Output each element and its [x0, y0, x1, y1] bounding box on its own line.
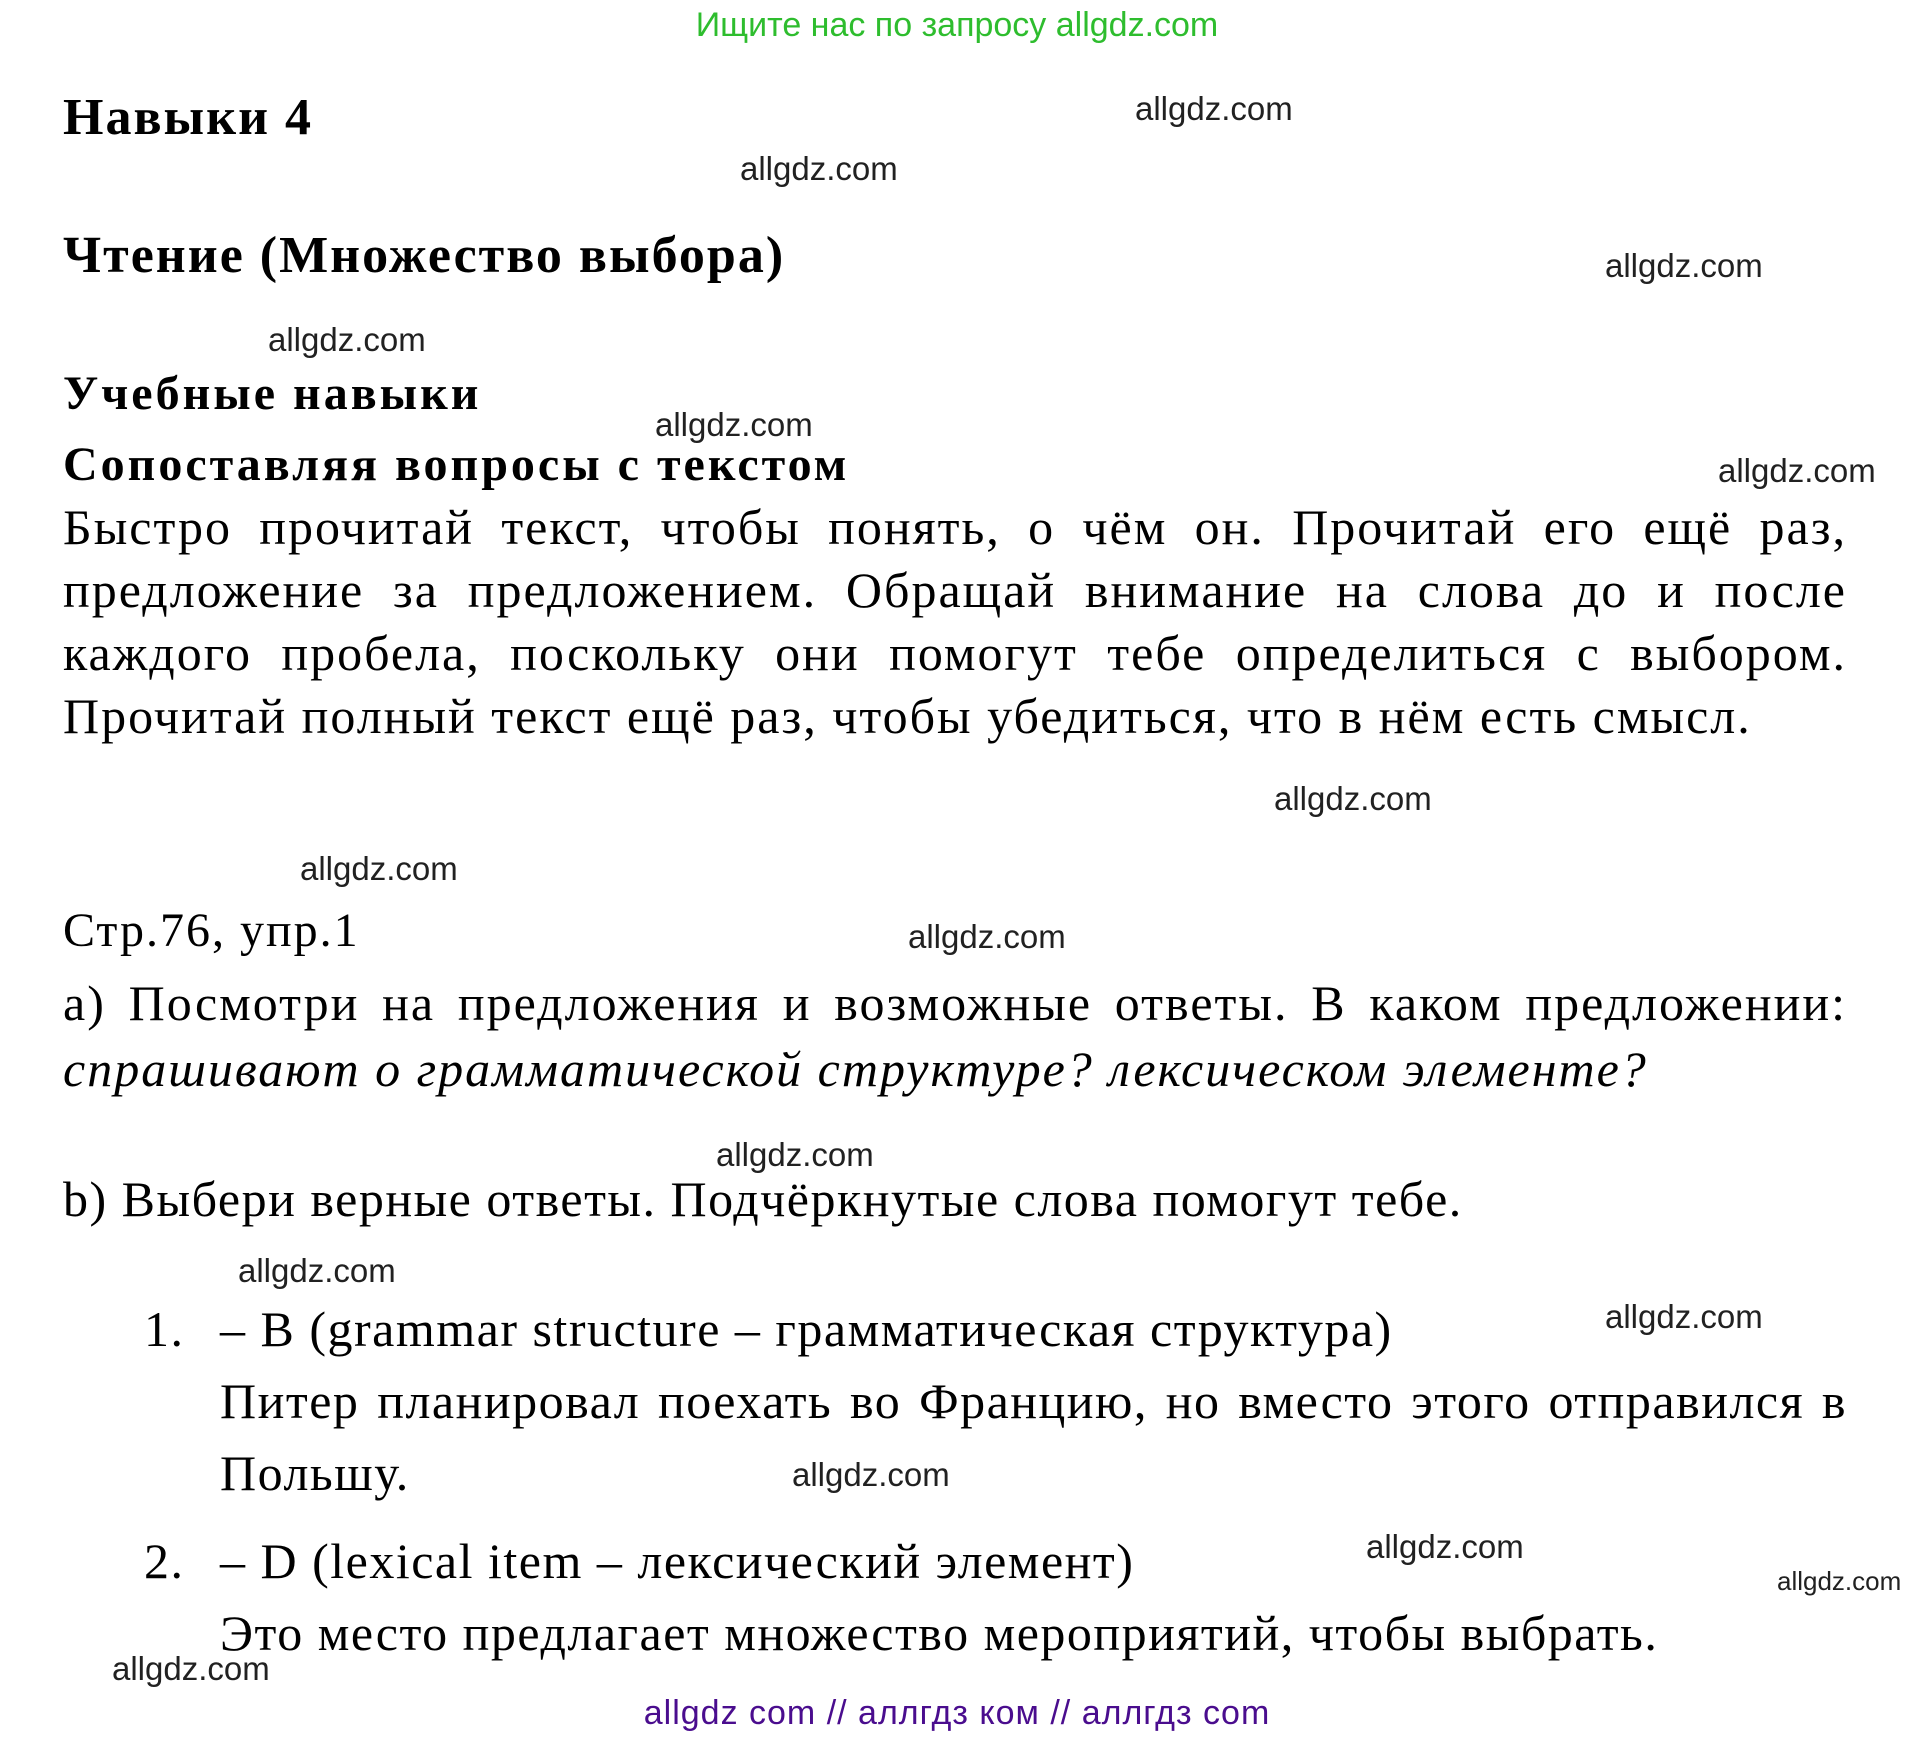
answer-label: – B (grammar structure – грамматическая структура)	[220, 1301, 1393, 1357]
task-a-prefix: a) Посмотри на предложения и возможные ответы. В каком предложении:	[63, 975, 1847, 1031]
task-a-text	[63, 970, 1847, 1102]
watermark: allgdz.com	[1605, 1298, 1763, 1335]
study-skills-subheading: Сопоставляя вопросы с текстом	[63, 438, 850, 491]
answer-number: 2.	[144, 1533, 185, 1589]
watermark: allgdz.com	[908, 918, 1066, 955]
study-skills-heading: Учебные навыки	[63, 367, 482, 420]
answer-label: – D (lexical item – лексический элемент)	[220, 1533, 1135, 1589]
answer-sentence: Питер планировал поехать во Францию, но вместо этого отправился в Польшу.	[220, 1373, 1847, 1501]
intro-paragraph: Быстро прочитай текст, чтобы понять, о чём он. Прочитай его ещё раз, предложение за предложением. Обращай внимание на слова до и после каждого пробела, поскольку они помогут тебе определиться с выбором. Прочитай полный текст ещё раз, чтобы убедиться, что в нём есть смысл.	[63, 499, 1847, 744]
promo-banner: Ищите нас по запросу allgdz.com	[695, 6, 1219, 44]
footer-banner: allgdz com // аллгдз ком // аллгдз com	[643, 1694, 1271, 1732]
watermark: allgdz.com	[238, 1252, 396, 1289]
watermark: allgdz.com	[112, 1650, 270, 1687]
watermark: allgdz.com	[300, 850, 458, 887]
watermark: allgdz.com	[716, 1136, 874, 1173]
exercise-reference: Стр.76, упр.1	[63, 904, 360, 957]
answer-item-1	[144, 1293, 1847, 1509]
watermark: allgdz.com	[1777, 1566, 1902, 1596]
watermark: allgdz.com	[1718, 452, 1876, 489]
task-b-text: b) Выбери верные ответы. Подчёркнутые слова помогут тебе.	[63, 1171, 1463, 1227]
watermark: allgdz.com	[1605, 247, 1763, 284]
watermark: allgdz.com	[1274, 780, 1432, 817]
watermark: allgdz.com	[1366, 1528, 1524, 1565]
section-heading: Чтение (Множество выбора)	[63, 227, 786, 284]
answers-list	[144, 1293, 1847, 1685]
watermark: allgdz.com	[792, 1456, 950, 1493]
answer-number: 1.	[144, 1301, 185, 1357]
task-a-italic-questions: спрашивают о грамматической структуре? лексическом элементе?	[63, 1041, 1648, 1097]
answer-sentence: Это место предлагает множество мероприятий, чтобы выбрать.	[220, 1605, 1659, 1661]
page-title: Навыки 4	[63, 89, 314, 146]
watermark: allgdz.com	[740, 150, 898, 187]
answer-item-2	[144, 1525, 1847, 1669]
watermark: allgdz.com	[268, 321, 426, 358]
watermark: allgdz.com	[1135, 90, 1293, 127]
watermark: allgdz.com	[655, 406, 813, 443]
